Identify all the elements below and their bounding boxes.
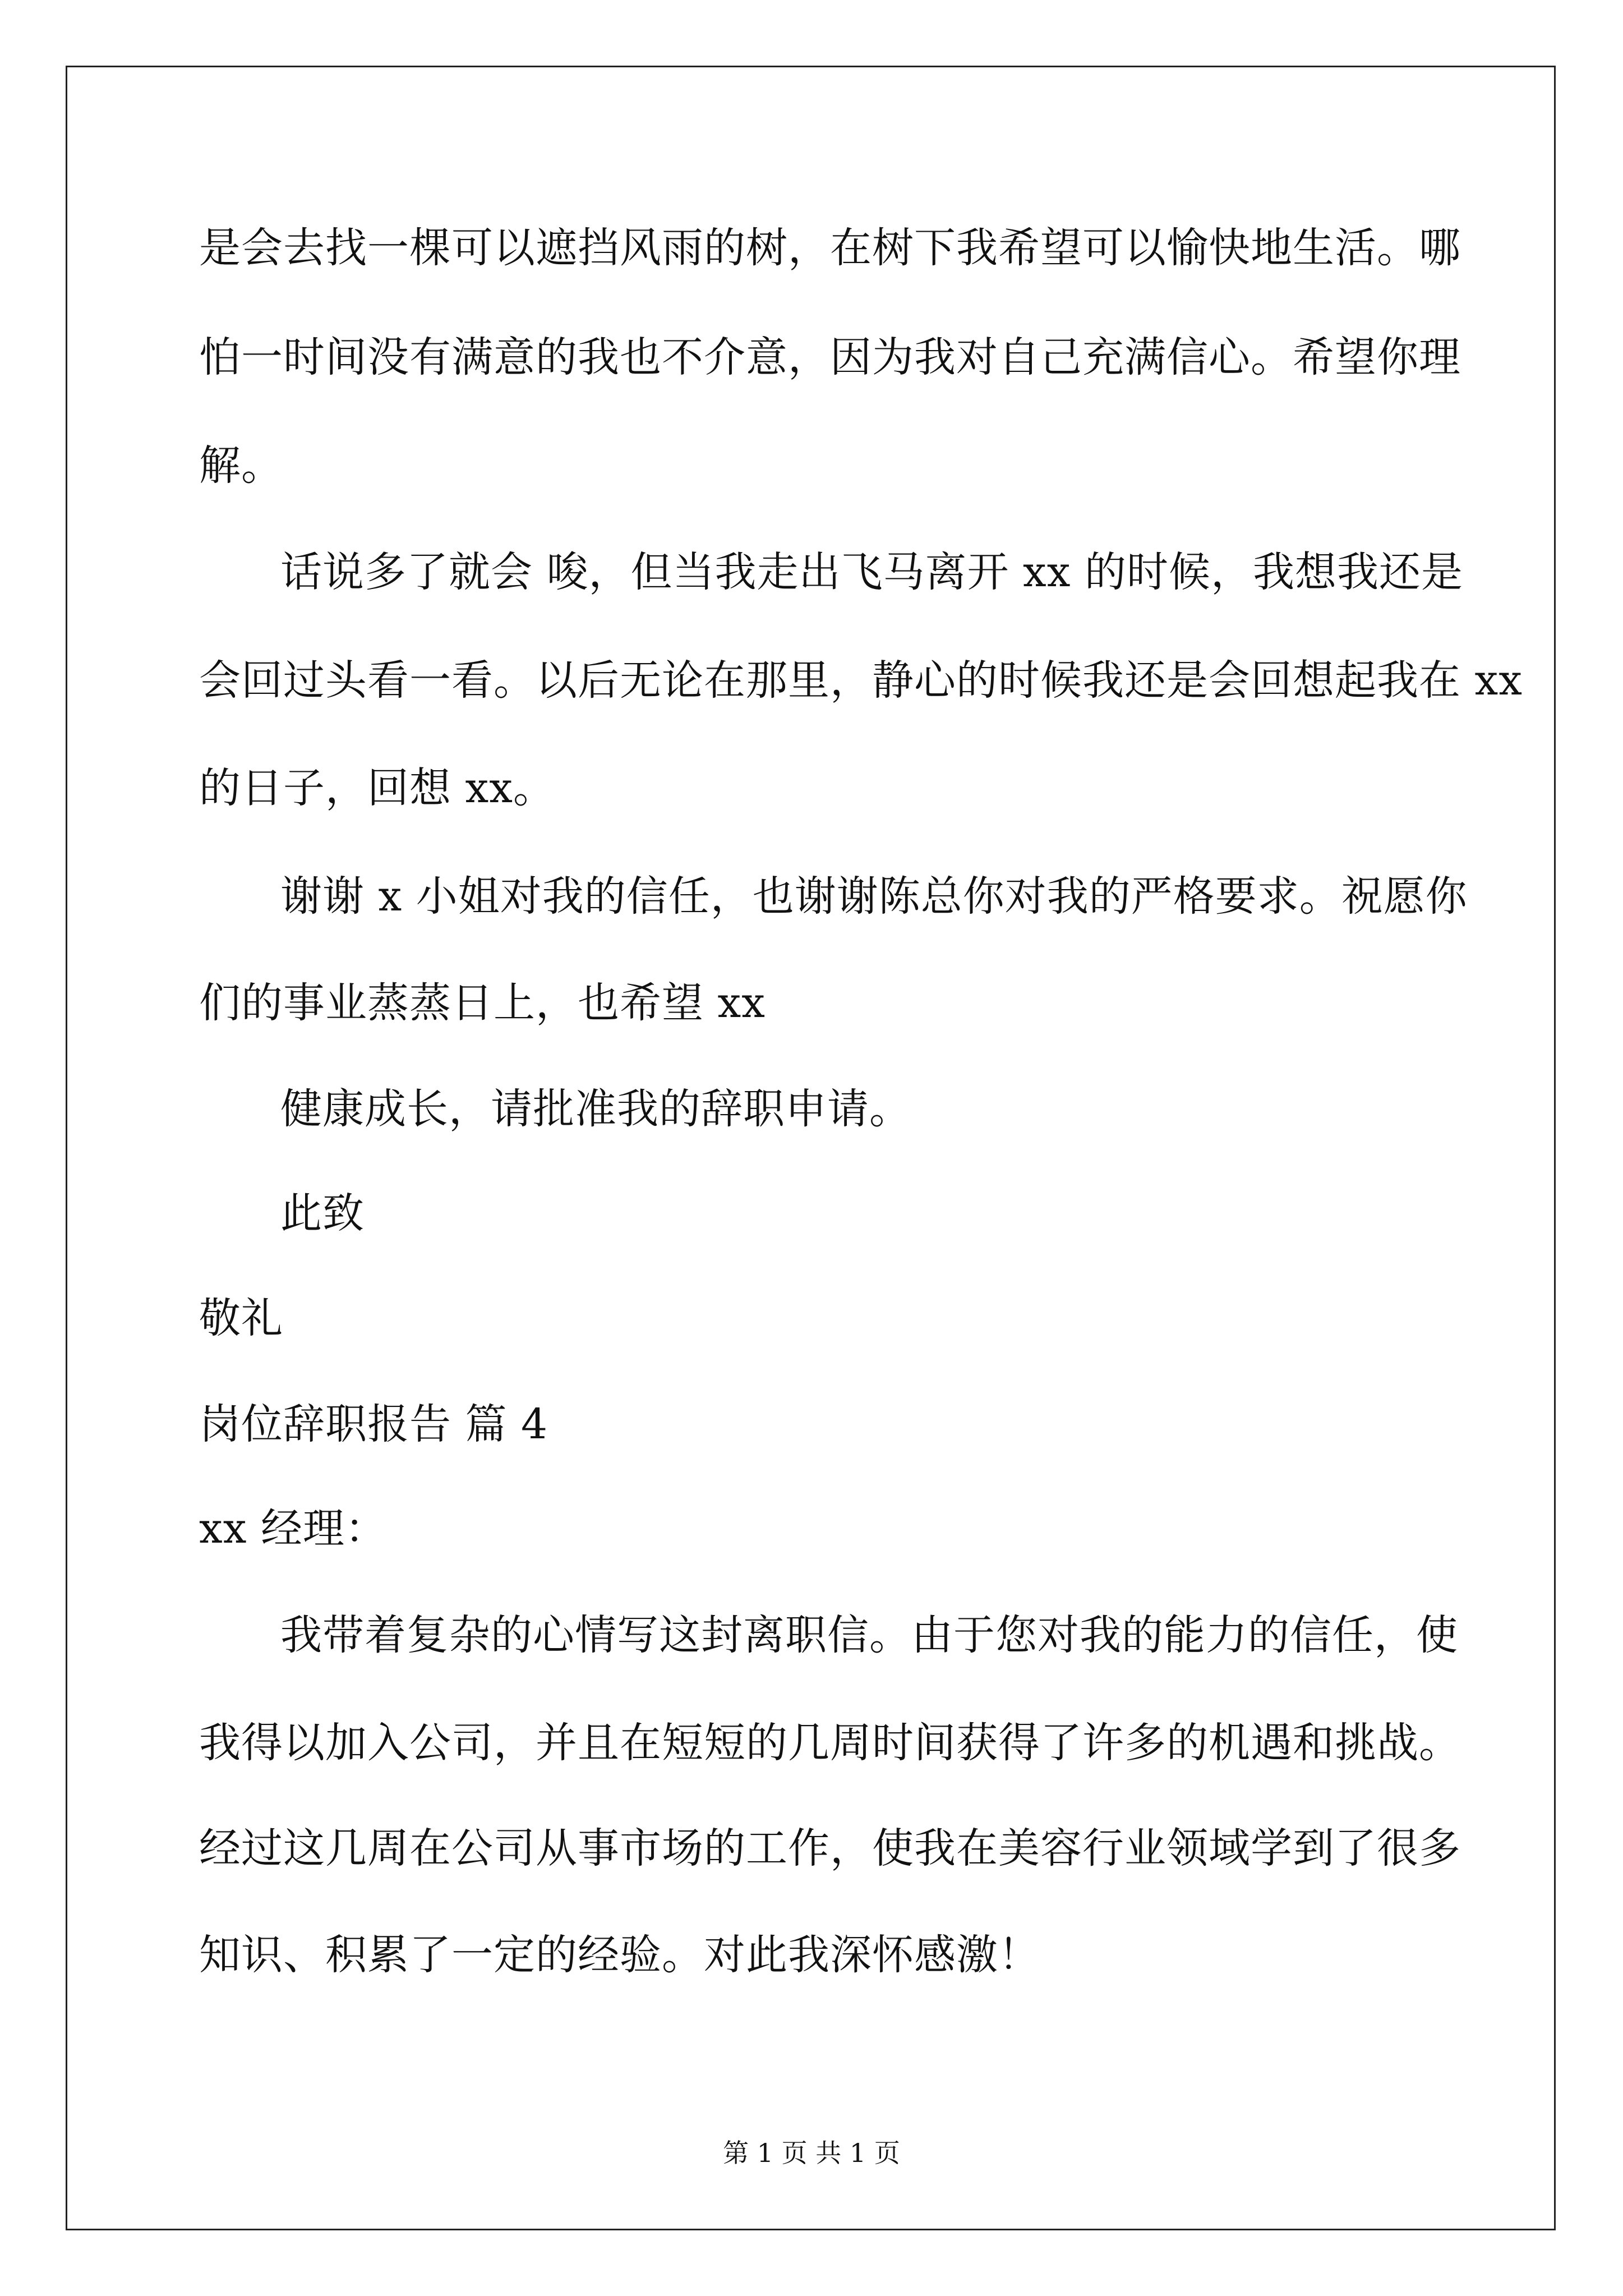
- page-frame: [66, 66, 1556, 2230]
- body-line-6: 的日子，回想 xx。: [199, 764, 555, 812]
- body-line-7: 谢谢 x 小姐对我的信任，也谢谢陈总你对我的严格要求。祝愿你: [280, 872, 1468, 921]
- body-line-9: 健康成长，请批准我的辞职申请。: [280, 1085, 911, 1133]
- body-line-5: 会回过头看一看。以后无论在那里，静心的时候我还是会回想起我在 xx: [199, 656, 1523, 705]
- page-footer: 第 1 页 共 1 页: [723, 2138, 900, 2168]
- body-line-3: 解。: [199, 441, 283, 490]
- body-line-8: 们的事业蒸蒸日上，也希望 xx: [199, 979, 766, 1027]
- body-line-10: 我带着复杂的心情写这封离职信。由于您对我的能力的信任，使: [280, 1611, 1458, 1659]
- body-line-2: 怕一时间没有满意的我也不介意，因为我对自己充满信心。希望你理: [199, 333, 1461, 381]
- closing-salutation: 此致: [280, 1189, 365, 1237]
- closing-regards: 敬礼: [199, 1294, 283, 1342]
- body-line-1: 是会去找一棵可以遮挡风雨的树，在树下我希望可以愉快地生活。哪: [199, 224, 1461, 272]
- letter-addressee: xx 经理：: [199, 1504, 387, 1553]
- body-line-13: 知识、积累了一定的经验。对此我深怀感激！: [199, 1931, 1040, 1979]
- body-line-12: 经过这几周在公司从事市场的工作，使我在美容行业领域学到了很多: [199, 1824, 1461, 1872]
- body-line-11: 我得以加入公司，并且在短短的几周时间获得了许多的机遇和挑战。: [199, 1719, 1461, 1767]
- section-heading: 岗位辞职报告 篇 4: [199, 1400, 548, 1448]
- body-line-4: 话说多了就会 唆，但当我走出飞马离开 xx 的时候，我想我还是: [280, 548, 1464, 596]
